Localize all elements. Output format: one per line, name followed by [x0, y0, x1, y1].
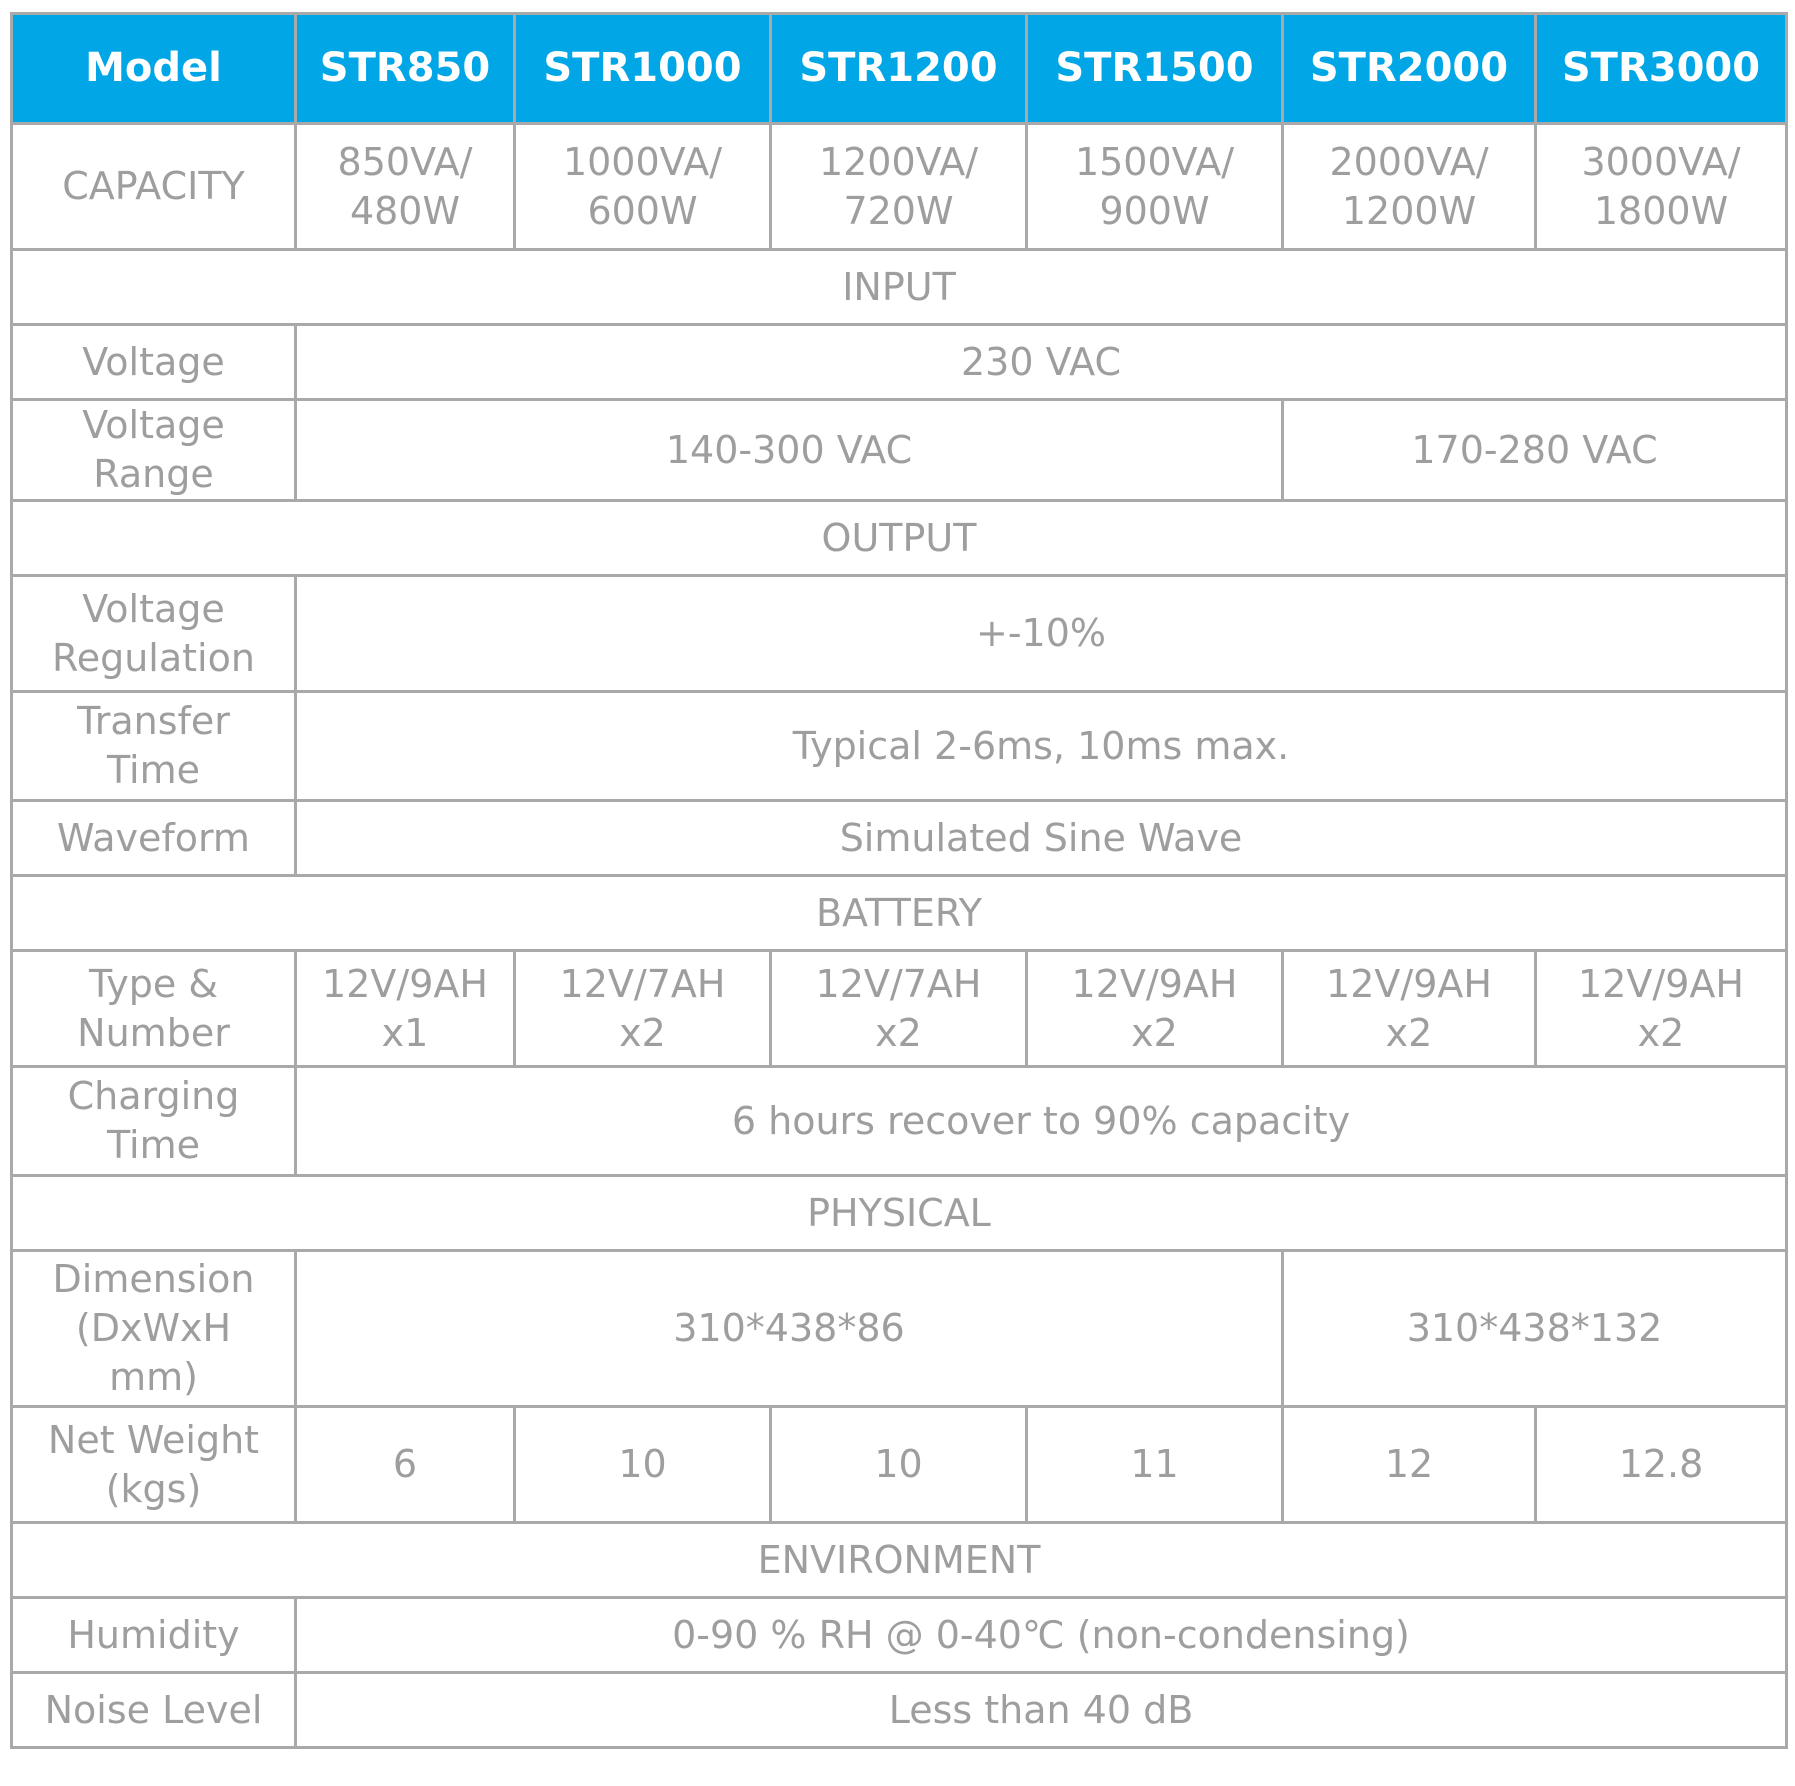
- weight-cell: 12: [1283, 1407, 1536, 1523]
- spec-table: [10, 12, 1788, 1749]
- battery-type-cell: 12V/7AH x2: [771, 951, 1027, 1067]
- battery-type-label: Type & Number: [12, 951, 296, 1067]
- output-waveform-row: [12, 801, 1787, 876]
- environment-humidity-value: 0-90 % RH @ 0-40℃ (non-condensing): [296, 1598, 1787, 1673]
- output-section-title: OUTPUT: [12, 501, 1787, 576]
- battery-charging-label: Charging Time: [12, 1067, 296, 1176]
- capacity-cell: 1200VA/ 720W: [771, 124, 1027, 250]
- battery-charging-row: [12, 1067, 1787, 1176]
- model-header: Model: [12, 14, 296, 124]
- battery-charging-value: 6 hours recover to 90% capacity: [296, 1067, 1787, 1176]
- input-voltage-label: Voltage: [12, 325, 296, 400]
- physical-dimension-value-b: 310*438*132: [1283, 1251, 1787, 1407]
- capacity-label: CAPACITY: [12, 124, 296, 250]
- input-voltage-range-value-b: 170-280 VAC: [1283, 400, 1787, 501]
- model-str1500: STR1500: [1027, 14, 1283, 124]
- model-str850: STR850: [296, 14, 515, 124]
- battery-type-cell: 12V/7AH x2: [515, 951, 771, 1067]
- battery-type-cell: 12V/9AH x2: [1283, 951, 1536, 1067]
- physical-weight-row: [12, 1407, 1787, 1523]
- battery-type-cell: 12V/9AH x1: [296, 951, 515, 1067]
- weight-cell: 10: [771, 1407, 1027, 1523]
- weight-cell: 11: [1027, 1407, 1283, 1523]
- battery-type-row: [12, 951, 1787, 1067]
- capacity-row: [12, 124, 1787, 250]
- battery-section-title: BATTERY: [12, 876, 1787, 951]
- output-regulation-label: Voltage Regulation: [12, 576, 296, 692]
- capacity-cell: 1500VA/ 900W: [1027, 124, 1283, 250]
- output-transfer-row: [12, 692, 1787, 801]
- weight-cell: 10: [515, 1407, 771, 1523]
- environment-noise-value: Less than 40 dB: [296, 1673, 1787, 1748]
- physical-dimension-row: [12, 1251, 1787, 1407]
- input-voltage-range-row: [12, 400, 1787, 501]
- physical-dimension-value-a: 310*438*86: [296, 1251, 1283, 1407]
- header-row: [12, 14, 1787, 124]
- capacity-cell: 3000VA/ 1800W: [1536, 124, 1787, 250]
- input-voltage-row: [12, 325, 1787, 400]
- output-regulation-value: +-10%: [296, 576, 1787, 692]
- capacity-cell: 2000VA/ 1200W: [1283, 124, 1536, 250]
- input-voltage-range-label: Voltage Range: [12, 400, 296, 501]
- input-voltage-value: 230 VAC: [296, 325, 1787, 400]
- environment-noise-row: [12, 1673, 1787, 1748]
- output-waveform-value: Simulated Sine Wave: [296, 801, 1787, 876]
- environment-humidity-row: [12, 1598, 1787, 1673]
- battery-section-row: [12, 876, 1787, 951]
- battery-type-cell: 12V/9AH x2: [1536, 951, 1787, 1067]
- physical-section-row: [12, 1176, 1787, 1251]
- input-section-title: INPUT: [12, 250, 1787, 325]
- capacity-cell: 1000VA/ 600W: [515, 124, 771, 250]
- capacity-cell: 850VA/ 480W: [296, 124, 515, 250]
- output-section-row: [12, 501, 1787, 576]
- model-str2000: STR2000: [1283, 14, 1536, 124]
- environment-section-title: ENVIRONMENT: [12, 1523, 1787, 1598]
- environment-humidity-label: Humidity: [12, 1598, 296, 1673]
- battery-type-cell: 12V/9AH x2: [1027, 951, 1283, 1067]
- output-transfer-value: Typical 2-6ms, 10ms max.: [296, 692, 1787, 801]
- input-voltage-range-value-a: 140-300 VAC: [296, 400, 1283, 501]
- environment-noise-label: Noise Level: [12, 1673, 296, 1748]
- physical-dimension-label: Dimension (DxWxH mm): [12, 1251, 296, 1407]
- physical-section-title: PHYSICAL: [12, 1176, 1787, 1251]
- environment-section-row: [12, 1523, 1787, 1598]
- weight-cell: 6: [296, 1407, 515, 1523]
- output-regulation-row: [12, 576, 1787, 692]
- output-waveform-label: Waveform: [12, 801, 296, 876]
- output-transfer-label: Transfer Time: [12, 692, 296, 801]
- model-str1000: STR1000: [515, 14, 771, 124]
- model-str3000: STR3000: [1536, 14, 1787, 124]
- physical-weight-label: Net Weight (kgs): [12, 1407, 296, 1523]
- input-section-row: [12, 250, 1787, 325]
- model-str1200: STR1200: [771, 14, 1027, 124]
- weight-cell: 12.8: [1536, 1407, 1787, 1523]
